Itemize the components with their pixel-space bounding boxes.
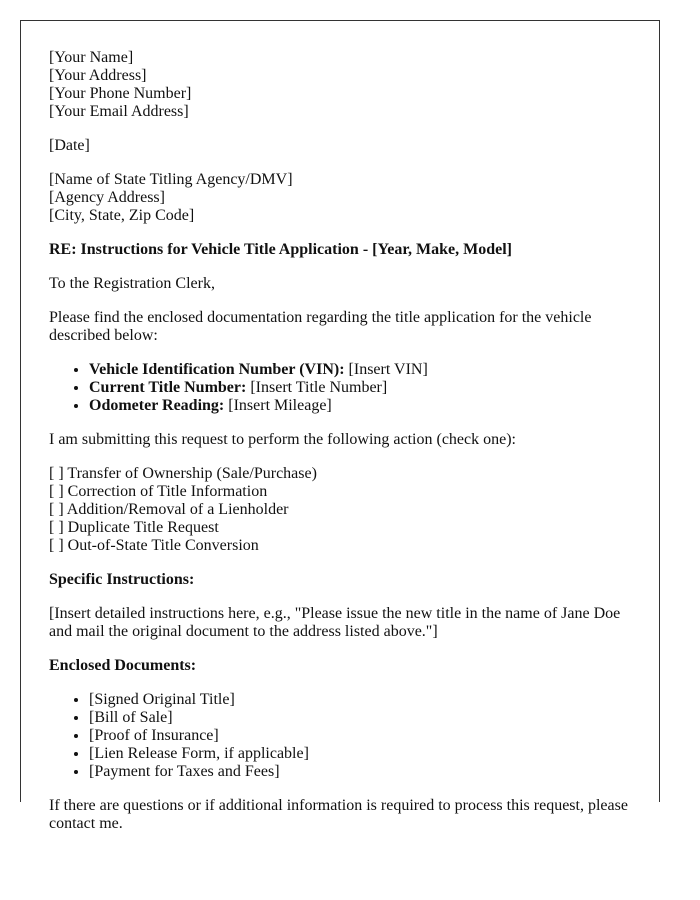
sender-block bbox=[49, 49, 631, 121]
enclosed-documents-heading: Enclosed Documents: bbox=[49, 657, 197, 674]
recipient-agency: [Name of State Titling Agency/DMV] bbox=[49, 171, 293, 188]
enclosed-documents-list bbox=[49, 691, 631, 781]
vehicle-detail-value: [Insert Mileage] bbox=[224, 397, 332, 414]
action-prompt: I am submitting this request to perform the following action (check one): bbox=[49, 431, 516, 448]
vehicle-detail-value: [Insert Title Number] bbox=[246, 379, 388, 396]
sender-name: [Your Name] bbox=[49, 49, 134, 66]
enclosed-document-item: • [Signed Original Title] bbox=[89, 691, 631, 709]
recipient-block bbox=[49, 171, 631, 225]
action-option-lienholder: [ ] Addition/Removal of a Lienholder bbox=[49, 501, 289, 518]
sender-email: [Your Email Address] bbox=[49, 103, 189, 120]
closing-paragraph: If there are questions or if additional information is required to process this request, please contact me. bbox=[49, 797, 628, 832]
intro-paragraph: Please find the enclosed documentation regarding the title application for the vehicle described below: bbox=[49, 309, 592, 344]
letter-content bbox=[21, 21, 659, 833]
recipient-address: [Agency Address] bbox=[49, 189, 165, 206]
enclosed-document-item: • [Bill of Sale] bbox=[89, 709, 631, 727]
vehicle-detail-value: [Insert VIN] bbox=[344, 361, 428, 378]
date-block bbox=[49, 137, 631, 155]
action-option-correction: [ ] Correction of Title Information bbox=[49, 483, 268, 500]
vehicle-detail-label: Current Title Number: bbox=[89, 379, 247, 396]
action-option-out-of-state: [ ] Out-of-State Title Conversion bbox=[49, 537, 259, 554]
specific-instructions-heading: Specific Instructions: bbox=[49, 571, 195, 588]
specific-instructions-text: [Insert detailed instructions here, e.g., "Please issue the new title in the name of Jane Doe and mail the original document to the address listed above."] bbox=[49, 605, 621, 640]
subject-line: RE: Instructions for Vehicle Title Application - [Year, Make, Model] bbox=[49, 241, 512, 258]
letter-page bbox=[20, 20, 660, 832]
vehicle-detail-title-number bbox=[89, 379, 631, 397]
enclosed-document-item: • [Proof of Insurance] bbox=[89, 727, 631, 745]
salutation: To the Registration Clerk, bbox=[49, 275, 215, 292]
vehicle-detail-vin bbox=[89, 361, 631, 379]
vehicle-detail-label: Vehicle Identification Number (VIN): bbox=[89, 361, 345, 378]
action-option-duplicate: [ ] Duplicate Title Request bbox=[49, 519, 219, 536]
letter-date: [Date] bbox=[49, 137, 90, 154]
vehicle-details-list bbox=[49, 361, 631, 415]
vehicle-detail-label: Odometer Reading: bbox=[89, 397, 225, 414]
sender-address: [Your Address] bbox=[49, 67, 147, 84]
vehicle-detail-odometer bbox=[89, 397, 631, 415]
enclosed-document-item: • [Lien Release Form, if applicable] bbox=[89, 745, 631, 763]
recipient-city-state-zip: [City, State, Zip Code] bbox=[49, 207, 195, 224]
action-checklist bbox=[49, 465, 631, 555]
enclosed-document-item: • [Payment for Taxes and Fees] bbox=[89, 763, 631, 781]
sender-phone: [Your Phone Number] bbox=[49, 85, 192, 102]
action-option-transfer: [ ] Transfer of Ownership (Sale/Purchase) bbox=[49, 465, 317, 482]
